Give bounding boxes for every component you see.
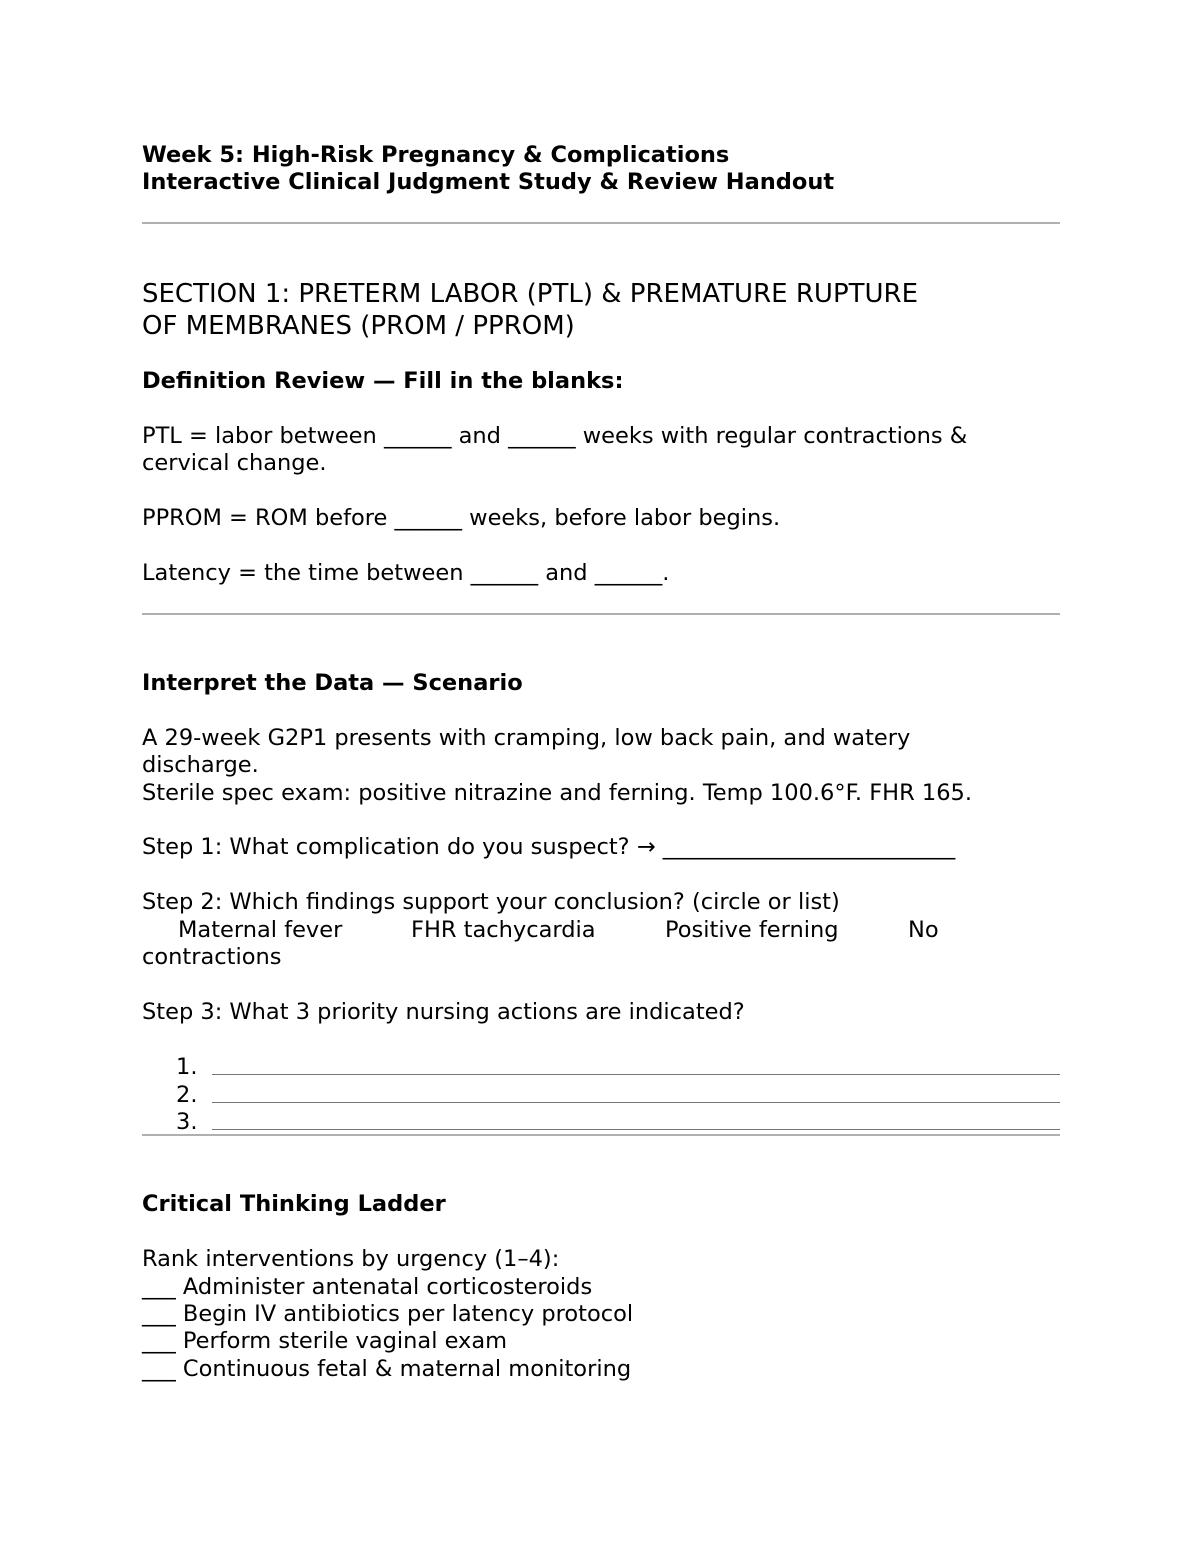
findings-options xyxy=(142,917,1060,945)
action-number: 3. xyxy=(176,1109,198,1135)
ladder-instruction: Rank interventions by urgency (1–4): xyxy=(142,1246,560,1272)
finding-option[interactable]: FHR tachycardia xyxy=(411,917,596,943)
divider xyxy=(142,613,1060,615)
ladder-item: ___ Perform sterile vaginal exam xyxy=(142,1328,508,1354)
divider xyxy=(142,222,1060,224)
action-number: 2. xyxy=(176,1082,198,1108)
finding-option[interactable]: No xyxy=(908,917,939,943)
step2-question: Step 2: Which findings support your conclusion? (circle or list) xyxy=(142,889,840,915)
scenario-line2: discharge. xyxy=(142,752,259,778)
latency-definition: Latency = the time between ______ and ______. xyxy=(142,560,670,586)
scenario-line3: Sterile spec exam: positive nitrazine and ferning. Temp 100.6°F. FHR 165. xyxy=(142,780,972,806)
definition-review-heading: Definition Review — Fill in the blanks: xyxy=(142,368,624,394)
interpret-heading: Interpret the Data — Scenario xyxy=(142,670,523,696)
ptl-definition-line1: PTL = labor between ______ and ______ weeks with regular contractions & xyxy=(142,423,968,449)
ladder-item: ___ Continuous fetal & maternal monitoring xyxy=(142,1356,632,1382)
ladder-item: ___ Begin IV antibiotics per latency protocol xyxy=(142,1301,634,1327)
divider xyxy=(142,1134,1060,1136)
section-heading-line1: SECTION 1: PRETERM LABOR (PTL) & PREMATURE RUPTURE xyxy=(142,279,919,309)
step3-question: Step 3: What 3 priority nursing actions are indicated? xyxy=(142,999,745,1025)
pprom-definition: PPROM = ROM before ______ weeks, before labor begins. xyxy=(142,505,781,531)
finding-option[interactable]: Positive ferning xyxy=(665,917,839,943)
ladder-heading: Critical Thinking Ladder xyxy=(142,1191,446,1217)
action-number: 1. xyxy=(176,1054,198,1080)
ladder-item: ___ Administer antenatal corticosteroids xyxy=(142,1274,593,1300)
finding-option[interactable]: Maternal fever xyxy=(178,917,343,943)
section-heading-line2: OF MEMBRANES (PROM / PPROM) xyxy=(142,311,575,341)
step1-question: Step 1: What complication do you suspect? → __________________________ xyxy=(142,834,956,860)
action-answer-line[interactable] xyxy=(212,1102,1060,1103)
action-answer-line[interactable] xyxy=(212,1129,1060,1130)
ptl-definition-line2: cervical change. xyxy=(142,450,327,476)
finding-option-wrap: contractions xyxy=(142,944,282,970)
action-answer-line[interactable] xyxy=(212,1074,1060,1075)
scenario-line1: A 29-week G2P1 presents with cramping, low back pain, and watery xyxy=(142,725,911,751)
handout-title-line1: Week 5: High-Risk Pregnancy & Complications xyxy=(142,142,730,168)
handout-title-line2: Interactive Clinical Judgment Study & Review Handout xyxy=(142,169,835,195)
